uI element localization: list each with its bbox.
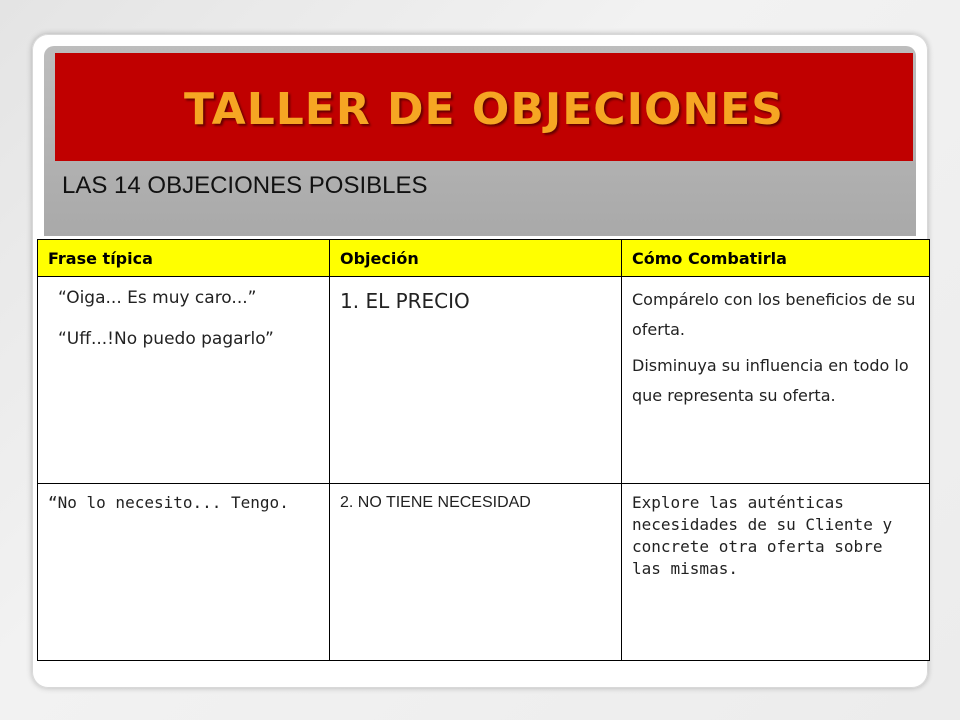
header-objecion: Objeción	[330, 240, 622, 277]
cell-counter	[622, 484, 930, 661]
counter-text: Explore las auténticas necesidades de su Cliente y concrete otra oferta sobre las mismas.	[632, 493, 893, 578]
objection-text: 2. NO TIENE NECESIDAD	[340, 494, 531, 511]
table-row	[38, 484, 930, 661]
cell-objection	[330, 484, 622, 661]
counter-line: Compárelo con los beneficios de su oferta.	[632, 290, 916, 339]
header-como-combatirla: Cómo Combatirla	[622, 240, 930, 277]
counter-line: Disminuya su influencia en todo lo que representa su oferta.	[632, 356, 909, 405]
cell-phrase	[38, 484, 330, 661]
header-frase-tipica: Frase típica	[38, 240, 330, 277]
slide-title: TALLER DE OBJECIONES	[184, 83, 784, 135]
slide-subtitle: LAS 14 OBJECIONES POSIBLES	[62, 172, 428, 199]
objections-table	[37, 239, 930, 661]
cell-counter	[622, 277, 930, 484]
cell-objection	[330, 277, 622, 484]
objection-text: 1. EL PRECIO	[340, 289, 470, 313]
table-row	[38, 277, 930, 484]
cell-phrase	[38, 277, 330, 484]
phrase-line: “Oiga... Es muy caro...”	[58, 288, 257, 308]
phrase-text: “No lo necesito... Tengo.	[48, 493, 289, 512]
table-header-row	[38, 240, 930, 277]
phrase-line: “Uff...!No puedo pagarlo”	[58, 329, 274, 349]
